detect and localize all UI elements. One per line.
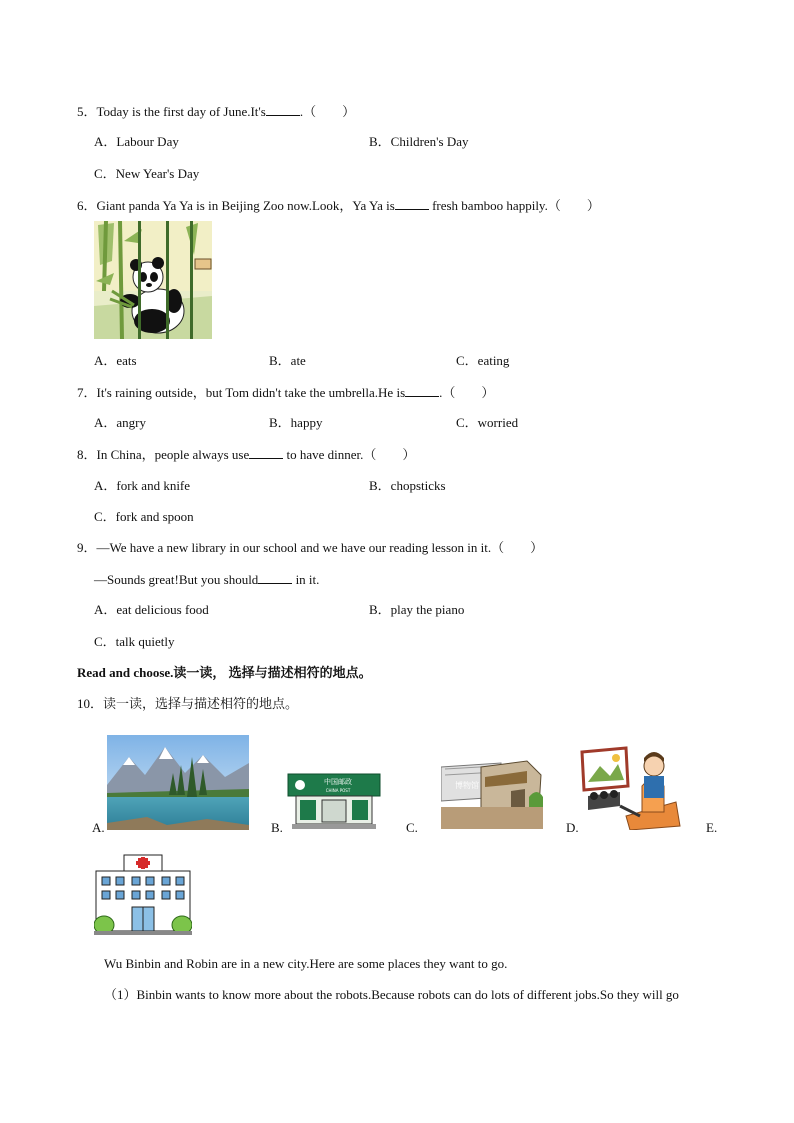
q5-stem: 5．Today is the first day of June.It's .（ ） — [77, 104, 356, 119]
q5-option-a[interactable]: A．Labour Day — [94, 134, 179, 149]
q10-label-e[interactable]: E. — [706, 820, 718, 835]
answer-blank[interactable] — [249, 446, 283, 459]
post-office-image[interactable] — [286, 772, 382, 830]
q10-label-b[interactable]: B. — [271, 820, 283, 835]
museum-image[interactable] — [441, 757, 543, 829]
q8-option-b[interactable]: B．chopsticks — [369, 478, 446, 493]
panda-image — [94, 221, 212, 339]
q7-option-c[interactable]: C．worried — [456, 415, 519, 430]
museum-sign: 博物馆 — [455, 781, 479, 790]
q5-option-c[interactable]: C．New Year's Day — [94, 166, 200, 181]
q10-label-d[interactable]: D. — [566, 820, 579, 835]
q9-reply: —Sounds great!But you should in it. — [94, 572, 320, 587]
answer-blank[interactable] — [405, 384, 439, 397]
q9-stem: 9．—We have a new library in our school and we have our reading lesson in it.（ ） — [77, 540, 544, 555]
q10-intro: Wu Binbin and Robin are in a new city.Here are some places they want to go. — [104, 956, 508, 971]
q6-option-b[interactable]: B．ate — [269, 353, 306, 368]
post-sign-sub: CHINA POST — [325, 788, 351, 793]
q8-option-a[interactable]: A．fork and knife — [94, 478, 191, 493]
q8-option-c[interactable]: C．fork and spoon — [94, 509, 194, 524]
answer-blank[interactable] — [258, 571, 292, 584]
q10-title: 10．读一读，选择与描述相符的地点。 — [77, 696, 299, 711]
q7-stem: 7．It's raining outside，but Tom didn't take the umbrella.He is .（ ） — [77, 385, 495, 400]
hospital-image[interactable] — [94, 853, 192, 935]
q6-option-a[interactable]: A．eats — [94, 353, 137, 368]
cinema-image[interactable] — [580, 746, 684, 830]
section-heading: Read and choose.读一读， 选择与描述相符的地点。 — [77, 665, 372, 680]
q6-stem: 6．Giant panda Ya Ya is in Beijing Zoo now.Look，Ya Ya is fresh bamboo happily.（ ） — [77, 198, 600, 213]
q10-label-a[interactable]: A. — [92, 820, 105, 835]
q6-option-c[interactable]: C．eating — [456, 353, 510, 368]
q8-stem: 8．In China，people always use to have dinner.（ ） — [77, 447, 416, 462]
q7-option-b[interactable]: B．happy — [269, 415, 323, 430]
q9-option-b[interactable]: B．play the piano — [369, 602, 465, 617]
q10-sub1: （1）Binbin wants to know more about the robots.Because robots can do lots of different jobs.So they will go — [104, 987, 679, 1002]
q10-label-c[interactable]: C. — [406, 820, 418, 835]
answer-blank[interactable] — [395, 197, 429, 210]
q9-option-c[interactable]: C．talk quietly — [94, 634, 175, 649]
q9-option-a[interactable]: A．eat delicious food — [94, 602, 209, 617]
q7-option-a[interactable]: A．angry — [94, 415, 146, 430]
answer-blank[interactable] — [266, 103, 300, 116]
q5-option-b[interactable]: B．Children's Day — [369, 134, 469, 149]
post-sign-text: 中国邮政 — [324, 778, 352, 786]
lake-mountain-image[interactable] — [107, 735, 249, 830]
